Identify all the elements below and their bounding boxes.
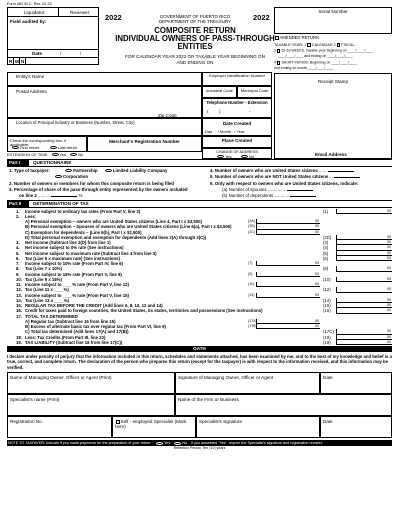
- self-employed-checkbox[interactable]: [116, 420, 120, 424]
- firm-name-box[interactable]: Name of the Firm or Business: [175, 394, 392, 416]
- tax-row-number: 5.: [16, 250, 20, 256]
- tax-row-text: Income subject to 15% rate (From Part V, line 9): [25, 271, 122, 277]
- change-address-yes-radio[interactable]: [217, 155, 224, 158]
- title-line3: ENTITIES: [177, 42, 213, 51]
- tax-row-number: 1.: [16, 208, 20, 214]
- note-no-radio[interactable]: [174, 442, 181, 445]
- last-return-radio[interactable]: [50, 146, 57, 149]
- part2-label: Part II: [7, 201, 29, 207]
- tax-row-text: Income subject to ____% rate (From Part V, line 15): [25, 292, 129, 298]
- q3a: 3. Percentage of share of the pass-through entity represented by the owners included: [9, 187, 188, 192]
- date-label: Date: [32, 51, 42, 56]
- serial-number-box: Serial Number: [274, 7, 392, 34]
- tax-row-cents: 00: [387, 303, 391, 307]
- tax-row-cents: 00: [387, 245, 391, 250]
- tax-row-cents: 00: [387, 255, 391, 260]
- q4-input[interactable]: [328, 171, 354, 172]
- tax-row-label: (17C): [323, 329, 334, 335]
- tax-row-cents: 00: [315, 318, 319, 323]
- tax-row-cents: 00: [315, 292, 319, 297]
- tax-row-cents: 00: [315, 229, 319, 234]
- gov-line1: GOVERNMENT OF PUERTO RICO: [159, 14, 231, 19]
- first-return-radio[interactable]: [12, 146, 19, 149]
- tax-row-number: 13.: [16, 292, 22, 298]
- tax-row-number: 14.: [16, 297, 22, 303]
- check-box-area: Check the corresponding box, if applicable: First return Last return: [7, 136, 87, 152]
- q5-input[interactable]: [334, 177, 360, 178]
- entity-name-box[interactable]: Entity's Name: [7, 72, 202, 86]
- tax-row-text: Tax (Line 5 x maximum rate) (See instructions): [25, 255, 120, 261]
- gov-line2: DEPARTMENT OF THE TREASURY: [159, 19, 231, 24]
- tax-row-text: B) Personal exemption – Spouses of owners who are United States citizens (Line 6(a), Part I x $3,500): [25, 224, 232, 230]
- tax-row-text: C) Exemption for dependents – (Line 6(b), Part I x $2,500): [25, 229, 142, 235]
- tax-row-text: Net income (Subtract line 2(D) from line 1): [25, 240, 111, 245]
- tax-row-label: (5): [323, 250, 329, 256]
- self-employed-box: Self - employed Specialist (Mark here): [112, 416, 196, 438]
- tax-row-label: (16): [323, 308, 331, 314]
- tax-row-amount[interactable]: [336, 340, 392, 345]
- specialist-name-box[interactable]: Specialist's name (Print): [7, 394, 175, 416]
- tax-row-label: (10): [323, 276, 331, 282]
- tax-row-text: TOTAL TAX DETERMINED: [25, 313, 78, 319]
- q3-input[interactable]: [51, 196, 77, 197]
- tax-row-cents: 00: [315, 324, 319, 328]
- industrial-code-box[interactable]: Industrial Code: [202, 86, 237, 98]
- tax-row-sublabel: (2A): [248, 219, 255, 223]
- corporation-radio[interactable]: [55, 175, 62, 178]
- extension-no-radio[interactable]: [70, 153, 77, 156]
- tax-row-text: Tax (Line 11 x ____%): [25, 287, 69, 293]
- llc-radio[interactable]: [105, 169, 112, 172]
- short-period-checkbox[interactable]: [277, 61, 281, 65]
- tax-row-cents: 00: [315, 224, 319, 229]
- tax-row-number: 6.: [16, 255, 20, 261]
- tax-row-sublabel: (11): [248, 282, 255, 286]
- tax-row-cents: 00: [387, 329, 391, 334]
- tax-row-text: Less: Tax Credits (From Part III, line 22): [25, 334, 106, 340]
- calendar-checkbox[interactable]: [307, 43, 311, 47]
- year-left: 2022: [105, 13, 122, 22]
- tax-row-number: 8.: [16, 266, 20, 272]
- tax-row-cents: 00: [387, 234, 391, 239]
- taxpayer-note: NOTE TO TAXPAYER: Indicate if you made payments for the preparation of your return: Yes No If you answered "Yes", require the Specialist's signature and registration number.: [7, 440, 392, 446]
- calendar-line1: FOR CALENDAR YEAR 2022 OR TAXABLE YEAR BEGINNING ON: [125, 54, 265, 59]
- tax-row-text: Income subject to ordinary tax rates (From Part V, line 3): [25, 208, 141, 214]
- tax-row-sublabel: (2C): [248, 229, 255, 234]
- receipt-stamp-box: Receipt Stamp: [274, 73, 392, 159]
- tax-row-number: 4.: [16, 245, 20, 251]
- tax-row-text: A) Personal exemption – owners who are United States citizens (Line 4, Part I x $3,500): [25, 219, 202, 224]
- tax-row-text: Net income subject to maximum rate (Subtract line 4 from line 3): [25, 250, 157, 256]
- tax-row-label: (15): [323, 303, 331, 308]
- telephone-box[interactable]: Telephone Number - Extension ( ) -: [202, 98, 272, 118]
- note-yes-radio[interactable]: [156, 442, 163, 445]
- tax-row-number: 12.: [16, 287, 22, 293]
- tax-row-sublabel: (17B): [248, 324, 257, 328]
- form-number: Form 482 W.C. Rev. 02.23: [7, 2, 52, 6]
- part1-title: QUESTIONNAIRE: [33, 160, 72, 165]
- tax-row-sublabel: (9): [248, 271, 253, 276]
- q6b-input[interactable]: [290, 196, 316, 197]
- liquidator-label: Liquidator:: [24, 10, 46, 15]
- tax-row-label: (8): [323, 266, 329, 272]
- tax-row-cents: 00: [315, 219, 319, 223]
- tax-row-number: 17.: [16, 313, 22, 319]
- tax-row-cents: 00: [387, 287, 391, 292]
- reviewer-label: Reviewer:: [70, 10, 91, 15]
- tax-row-number: 10.: [16, 276, 22, 282]
- q6a-input[interactable]: [287, 190, 313, 191]
- tax-row-text: TAX LIABILITY (Subtract line 18 from line 17(C)): [25, 339, 123, 345]
- tax-row-text: B) Excess of alternate basic tax over regular tax (From Part VI, line 9): [25, 324, 166, 329]
- tax-row-text: Less:: [25, 213, 37, 219]
- tax-row-text: D) Total personal exemption and exemption for dependents (Add lines 2(A) through 2(C)): [25, 234, 207, 240]
- year-right: 2022: [253, 13, 270, 22]
- tax-row-text: A) Regular tax (Subtract line 16 from line 15): [25, 318, 116, 324]
- change-address-no-radio[interactable]: [241, 155, 248, 158]
- signature-owner-box[interactable]: Signature of Managing Owner, Officer or Agent: [175, 372, 320, 394]
- tax-row-number: 3.: [16, 240, 20, 245]
- tax-row-cents: 00: [387, 250, 391, 255]
- tax-row-cents: 00: [315, 271, 319, 276]
- tax-row-number: 15.: [16, 303, 22, 308]
- tax-row-cents: 00: [387, 308, 391, 313]
- title-line1: COMPOSITE RETURN: [154, 26, 236, 35]
- fiscal-checkbox[interactable]: [337, 43, 341, 47]
- calendar-line2: AND ENDING ON: [176, 60, 214, 65]
- postal-address-box[interactable]: Postal Address Zip Code: [7, 86, 202, 118]
- tax-row-number: 2.: [16, 213, 20, 219]
- tax-row-text: REGULAR TAX BEFORE THE CREDIT (Add lines 6, 8, 10, 12 and 14): [25, 303, 163, 308]
- field-audited-label: Field audited by:: [10, 19, 47, 24]
- tax-row-number: 18.: [16, 334, 22, 340]
- tax-row-number: 16.: [16, 308, 22, 314]
- tax-row-label: (1): [323, 208, 329, 214]
- audit-block: Liquidator: Reviewer: Field audited by: Date / / R M N: [7, 7, 99, 65]
- tax-row-label: (3): [323, 240, 329, 245]
- amended-return-checkbox[interactable]: [275, 36, 279, 40]
- tax-row-text: Tax (Line 7 x 10%): [25, 266, 62, 272]
- tax-row-sublabel: (7): [248, 261, 253, 265]
- tax-row-cents: 00: [387, 266, 391, 271]
- specialist-signature-box[interactable]: Specialist's signature: [196, 416, 320, 438]
- tax-row-sublabel: (17A): [248, 318, 257, 323]
- tax-row-label: (19): [323, 339, 331, 345]
- tax-row-cents: 00: [315, 282, 319, 286]
- tax-row-number: 7.: [16, 261, 20, 266]
- tax-row-label: (6): [323, 255, 329, 261]
- tax-row-sublabel: (13): [248, 292, 255, 297]
- location-box[interactable]: Location of Principal Industry or Business (Number, Street, City): [7, 118, 202, 136]
- tax-row-text: Income subject to 10% rate (From Part IV, line 6): [25, 261, 123, 266]
- oath-title: OATH: [7, 346, 392, 352]
- tax-row-sublabel: (2B): [248, 224, 255, 229]
- managing-owner-box[interactable]: Name of Managing Owner, Officer or Agent (Print): [7, 372, 175, 394]
- municipal-code-box[interactable]: Municipal Code: [237, 86, 272, 98]
- q6: 6. Only with respect to owners who are United States citizens, indicate:: [210, 181, 359, 186]
- tax-row-text: C) Total tax determined (Add lines 17(A) and 17(B)): [25, 329, 129, 335]
- email-label: Email Address: [315, 152, 347, 157]
- part2-title: DETERMINATION OF TAX: [33, 201, 89, 206]
- change-address-box: CHANGE OF ADDRESS Yes No: [202, 148, 272, 159]
- tax-row-cents: 00: [387, 297, 391, 302]
- tax-row-cents: 00: [387, 276, 391, 281]
- retention-period: Retention Period: Ten (10) years: [173, 446, 226, 450]
- merchant-reg-box[interactable]: Merchant's Registration Number: [87, 136, 202, 152]
- tax-row-number: 11.: [16, 282, 22, 287]
- q2: 2. Number of owners or members for whom this composite return is being filed: [9, 181, 174, 186]
- tax-row-cents: 00: [387, 240, 391, 244]
- tax-row-cents: 00: [387, 339, 391, 344]
- tax-row-label: (4): [323, 245, 329, 251]
- tax-row-cents: 00: [387, 208, 391, 213]
- tax-row-label: (12): [323, 287, 331, 293]
- tax-row-label: (2D): [323, 234, 332, 240]
- date2-box[interactable]: Date: [320, 416, 392, 438]
- date-created-box[interactable]: Date Created Day / Month / Year: [202, 118, 272, 136]
- date-box[interactable]: Date: [320, 372, 392, 394]
- oath-text: I declare under penalty of perjury that the information included in this return, schedules and statements attached, has been examined by me, and to the best of my knowledge and belief is a true, correct, and complete return. The declaration of the person who prepares this return (except for the taxpayer) is with respect to the information received, and this information may be verified.: [7, 354, 392, 370]
- tax-row-text: Tax (Line 13 x ____%): [25, 297, 70, 303]
- tax-row-number: 19.: [16, 339, 22, 345]
- tax-row-text: Income subject to ____% rate (From Part V, line 12): [25, 282, 129, 287]
- ein-box[interactable]: Employer Identification Number: [202, 72, 272, 86]
- tax-row-label: (14): [323, 297, 331, 303]
- tax-row-text: Tax (Line 9 x 15%): [25, 276, 62, 282]
- registration-no-box[interactable]: Registration No.: [7, 416, 112, 438]
- weeks-checkbox[interactable]: [277, 49, 281, 53]
- tax-row: [16, 340, 392, 345]
- title-line2: INDIVIDUAL OWNERS OF PASS-THROUGH: [115, 34, 275, 43]
- part1-label: Part I: [7, 160, 29, 166]
- tax-row-label: (18): [323, 334, 331, 340]
- place-created-box[interactable]: Place Created: [202, 136, 272, 148]
- tax-row-number: 9.: [16, 271, 20, 277]
- tax-row-text: Net income subject to 0% rate (See instructions): [25, 245, 124, 251]
- tax-row-cents: 00: [315, 261, 319, 265]
- extension-yes-radio[interactable]: [52, 153, 59, 156]
- tax-row-cents: 00: [387, 334, 391, 339]
- tax-row-text: Credit for taxes paid to foreign countries, the United States, its states, territories and possessions (See instructions): [25, 308, 263, 314]
- partnership-radio[interactable]: [65, 169, 72, 172]
